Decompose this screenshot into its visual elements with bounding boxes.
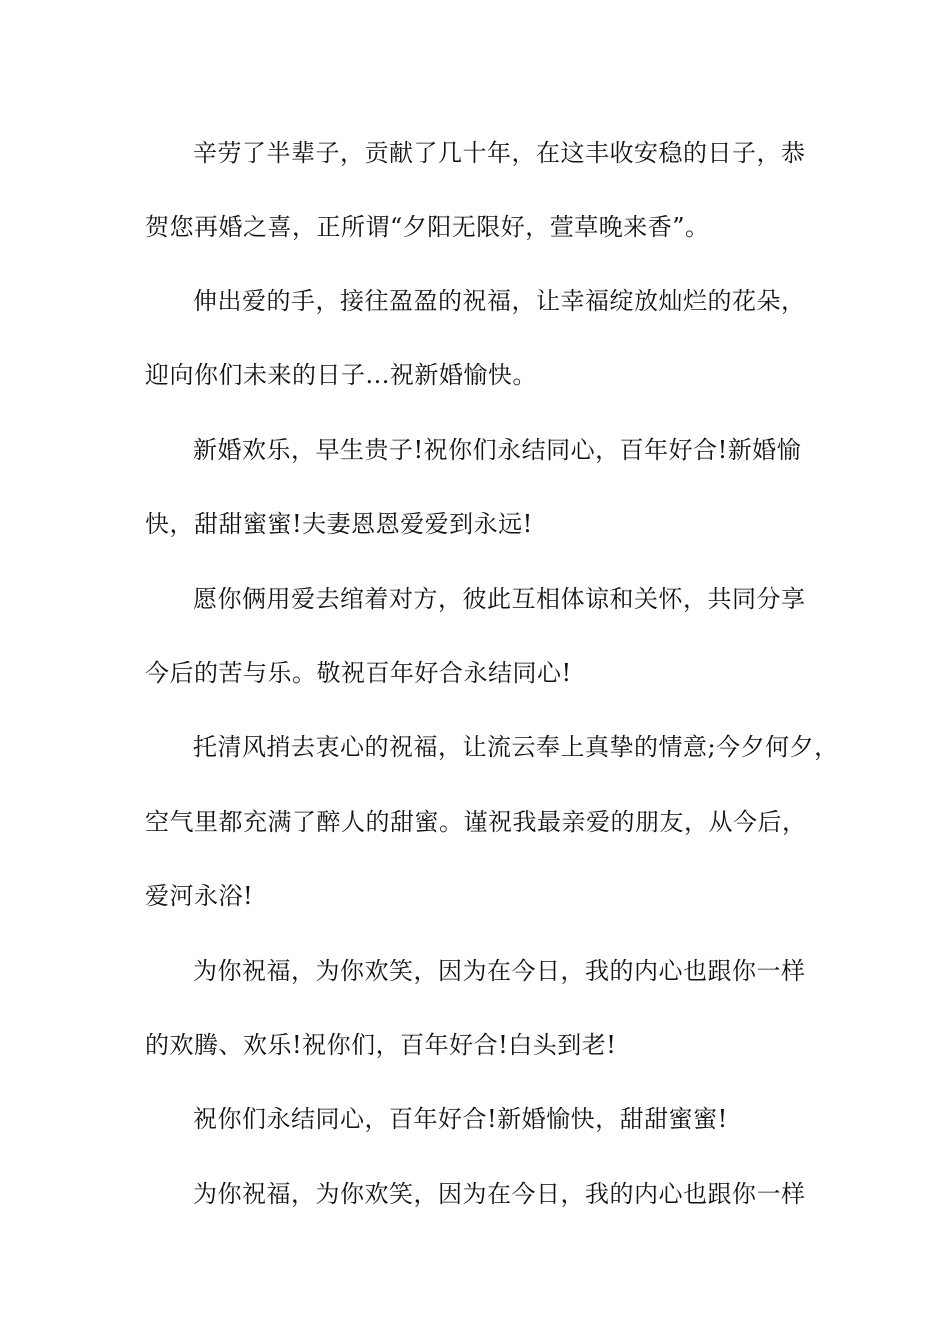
paragraph-5-line-2: 空气里都充满了醉人的甜蜜。谨祝我最亲爱的朋友，从今后， — [145, 808, 807, 836]
paragraph-2-line-1: 伸出爱的手，接往盈盈的祝福，让幸福绽放灿烂的花朵， — [193, 287, 806, 315]
paragraph-5-line-3: 爱河永浴! — [145, 882, 254, 910]
paragraph-6-line-1: 为你祝福，为你欢笑，因为在今日，我的内心也跟你一样 — [193, 957, 806, 985]
paragraph-3-line-1: 新婚欢乐，早生贵子!祝你们永结同心，百年好合!新婚愉 — [193, 436, 802, 464]
paragraph-4-line-2: 今后的苦与乐。敬祝百年好合永结同心! — [145, 659, 572, 687]
paragraph-2-line-2: 迎向你们未来的日子...祝新婚愉快。 — [145, 361, 537, 389]
paragraph-4-line-1: 愿你俩用爱去绾着对方，彼此互相体谅和关怀，共同分享 — [193, 585, 806, 613]
paragraph-1-line-2: 贺您再婚之喜，正所谓“夕阳无限好，萱草晚来香”。 — [145, 213, 710, 241]
paragraph-1-line-1: 辛劳了半辈子，贡献了几十年，在这丰收安稳的日子，恭 — [193, 139, 806, 167]
paragraph-3-line-2: 快，甜甜蜜蜜!夫妻恩恩爱爱到永远! — [145, 510, 533, 538]
paragraph-8-line-1: 为你祝福，为你欢笑，因为在今日，我的内心也跟你一样 — [193, 1180, 806, 1208]
paragraph-5-line-1: 托清风捎去衷心的祝福，让流云奉上真挚的情意;今夕何夕， — [193, 733, 839, 761]
paragraph-6-line-2: 的欢腾、欢乐!祝你们，百年好合!白头到老! — [145, 1031, 617, 1059]
paragraph-7-line-1: 祝你们永结同心，百年好合!新婚愉快，甜甜蜜蜜! — [193, 1105, 728, 1133]
